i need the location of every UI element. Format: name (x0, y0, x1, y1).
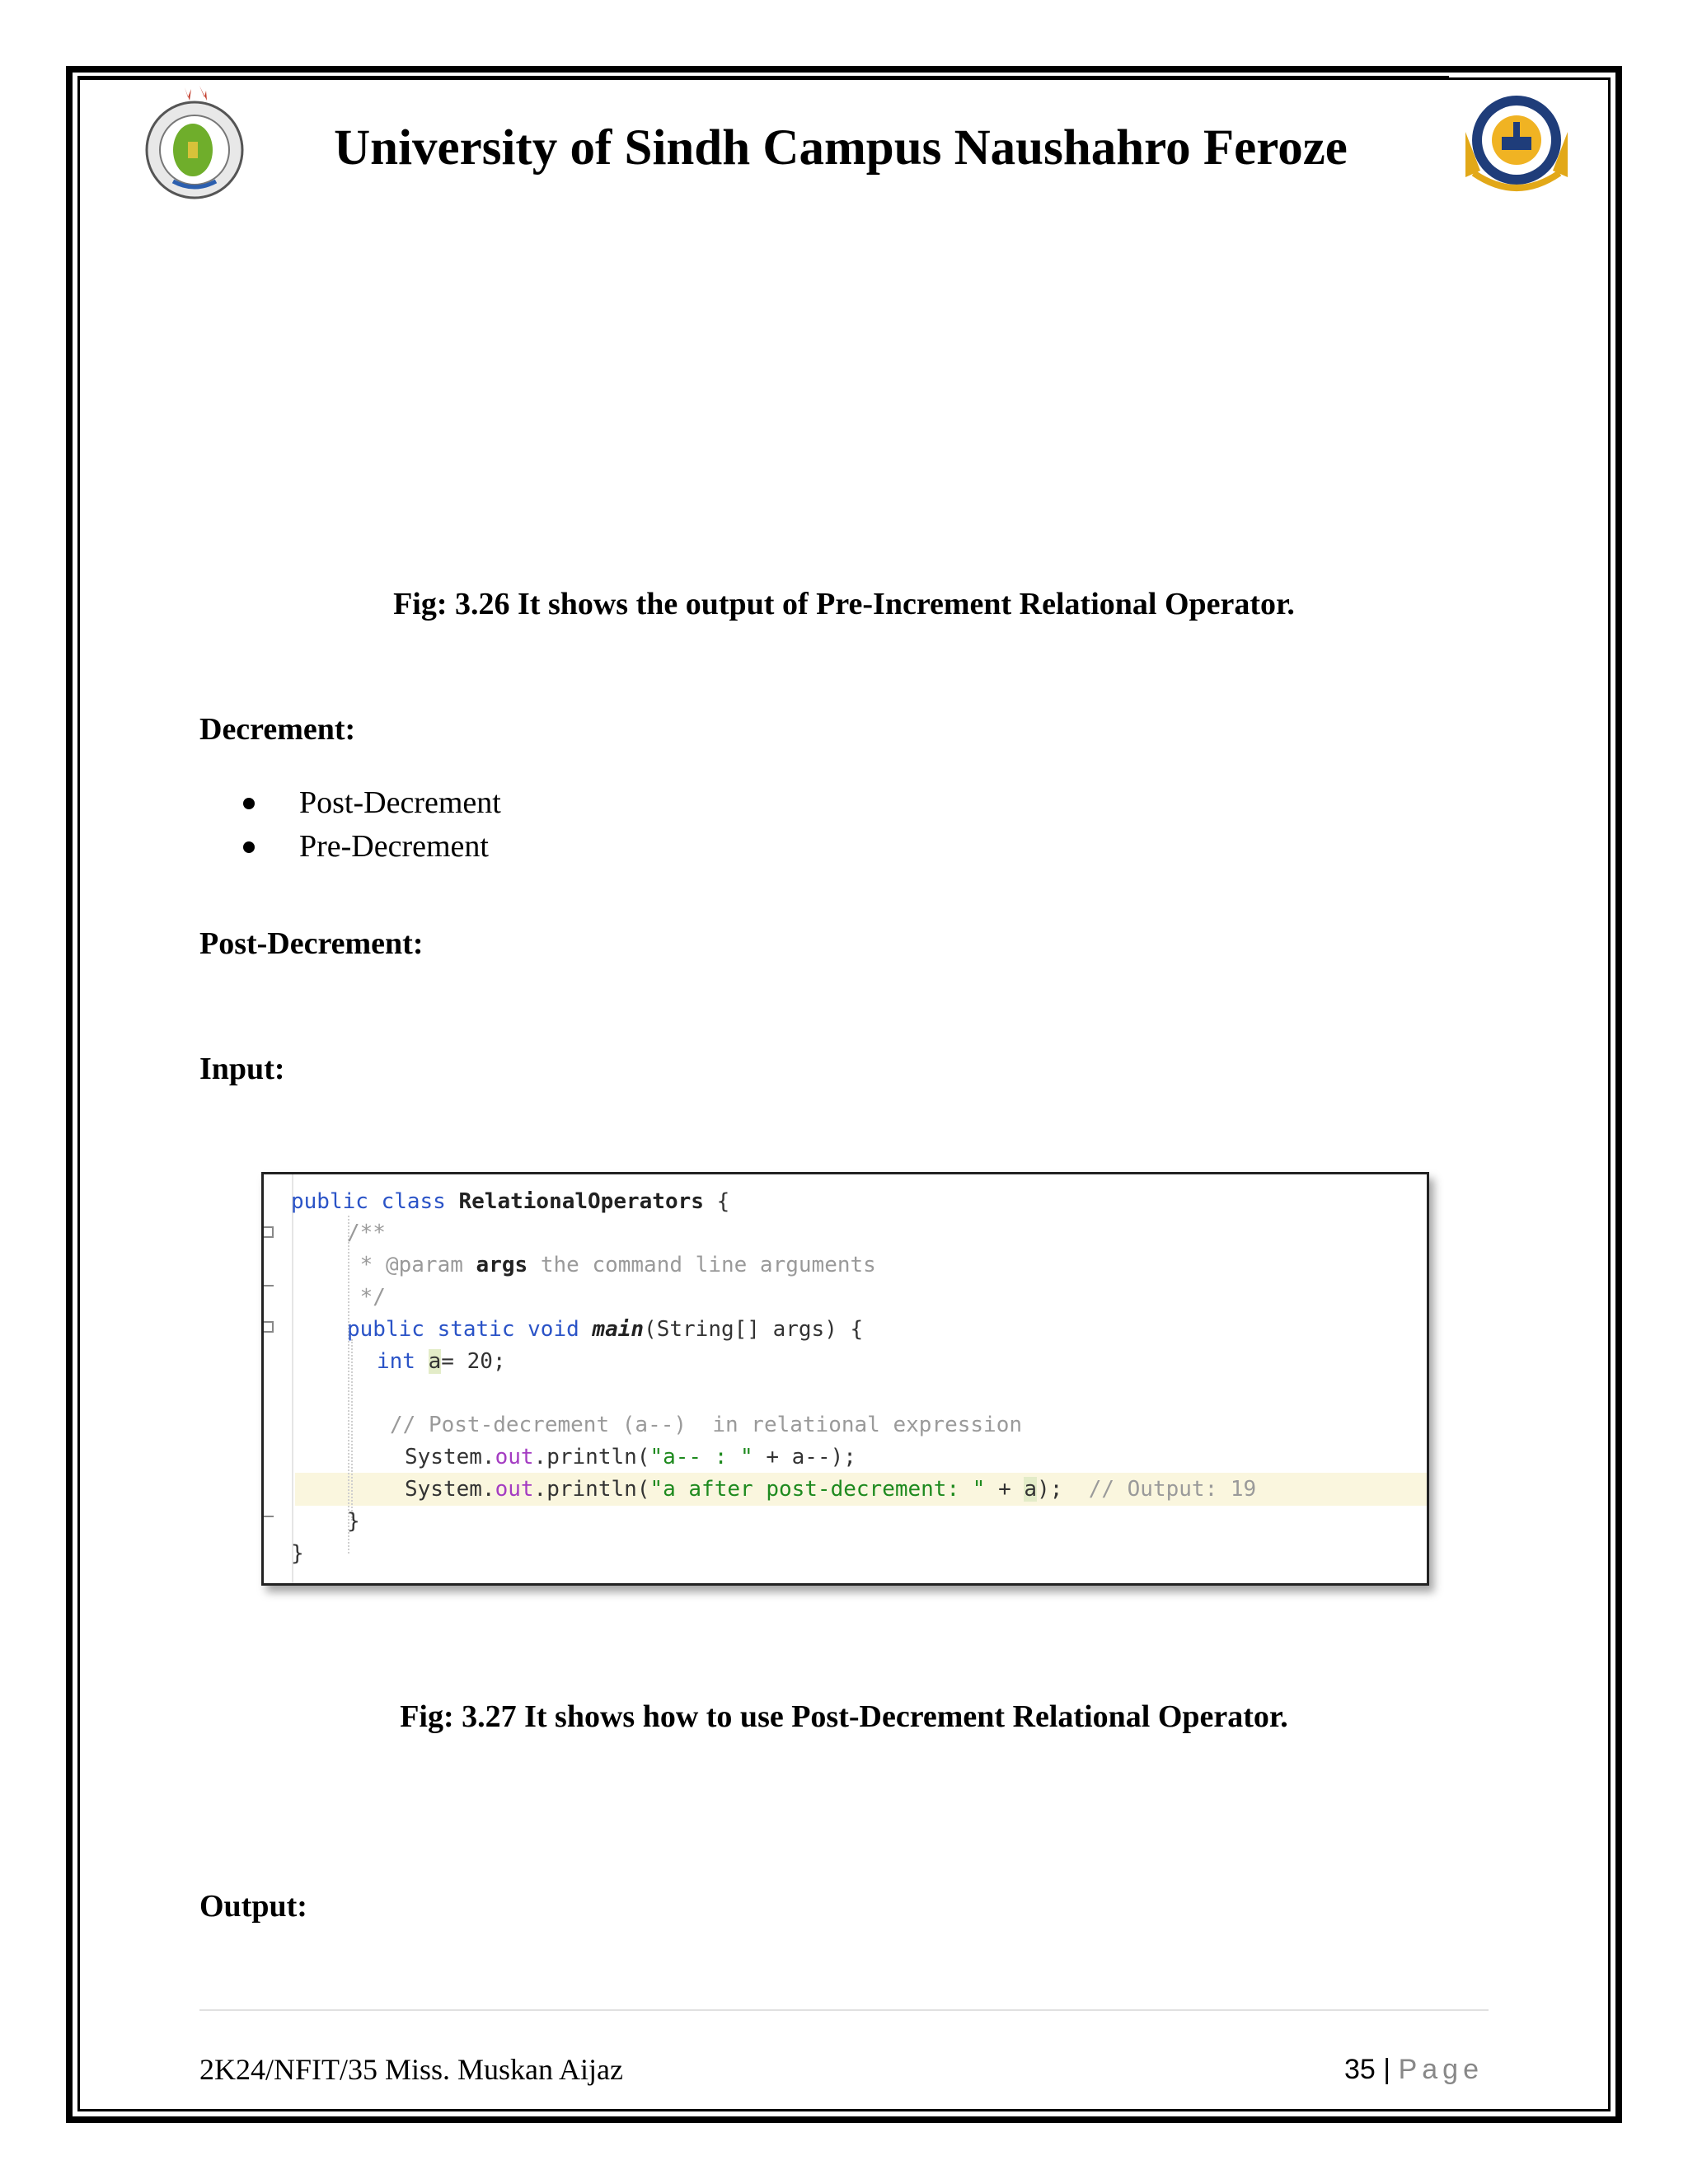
campus-naushahro-feroze-emblem-logo (1459, 91, 1574, 198)
editor-gutter (292, 1174, 293, 1583)
footer-author: 2K24/NFIT/35 Miss. Muskan Aijaz (199, 2053, 624, 2086)
page-separator: | (1383, 2054, 1391, 2085)
code-line-1: public class RelationalOperators { (291, 1189, 730, 1214)
input-heading: Input: (199, 1052, 285, 1086)
page-label: Page (1398, 2054, 1484, 2085)
fold-end-marker-icon (264, 1516, 274, 1517)
bullet-icon (243, 841, 255, 853)
university-of-sindh-seal-logo (142, 82, 247, 206)
code-line-4: */ (347, 1285, 386, 1310)
page-number: 35 (1344, 2054, 1376, 2085)
university-title: University of Sindh Campus Naushahro Feroze (334, 120, 1348, 176)
code-line-9: System.out.println("a after post-decrement: " + a); // Output: 19 (405, 1477, 1257, 1502)
output-heading: Output: (199, 1889, 307, 1924)
figure-3-27-caption: Fig: 3.27 It shows how to use Post-Decrement Relational Operator. (400, 1699, 1288, 1734)
indent-guide (351, 1339, 353, 1521)
code-line-10: } (347, 1509, 360, 1534)
footer-rule (199, 2009, 1489, 2011)
code-line-8: System.out.println("a-- : " + a--); (405, 1445, 856, 1469)
list-item (243, 825, 501, 869)
code-line-3: * @param args the command line arguments (347, 1253, 876, 1277)
bullet-icon (243, 798, 255, 809)
footer-page-number (1335, 2050, 1484, 2088)
header-rule (77, 76, 1449, 78)
post-decrement-heading: Post-Decrement: (199, 926, 424, 961)
list-item (243, 781, 501, 825)
fold-marker-icon (264, 1321, 274, 1333)
figure-3-26-caption: Fig: 3.26 It shows the output of Pre-Increment Relational Operator. (393, 587, 1295, 621)
code-screenshot (261, 1172, 1429, 1586)
page-border-inner (77, 77, 1611, 2111)
code-line-11: } (291, 1541, 304, 1566)
list-item-text: Pre-Decrement (299, 829, 489, 864)
decrement-heading: Decrement: (199, 712, 356, 747)
fold-marker-icon (264, 1226, 274, 1238)
list-item-text: Post-Decrement (299, 785, 501, 820)
fold-end-marker-icon (264, 1285, 274, 1286)
code-line-5: public static void main(String[] args) { (347, 1317, 864, 1342)
code-line-6: int a= 20; (377, 1349, 506, 1374)
code-line-7: // Post-decrement (a--) in relational expression (390, 1413, 1023, 1437)
code-line-2: /** (347, 1221, 386, 1245)
decrement-list (243, 781, 501, 869)
